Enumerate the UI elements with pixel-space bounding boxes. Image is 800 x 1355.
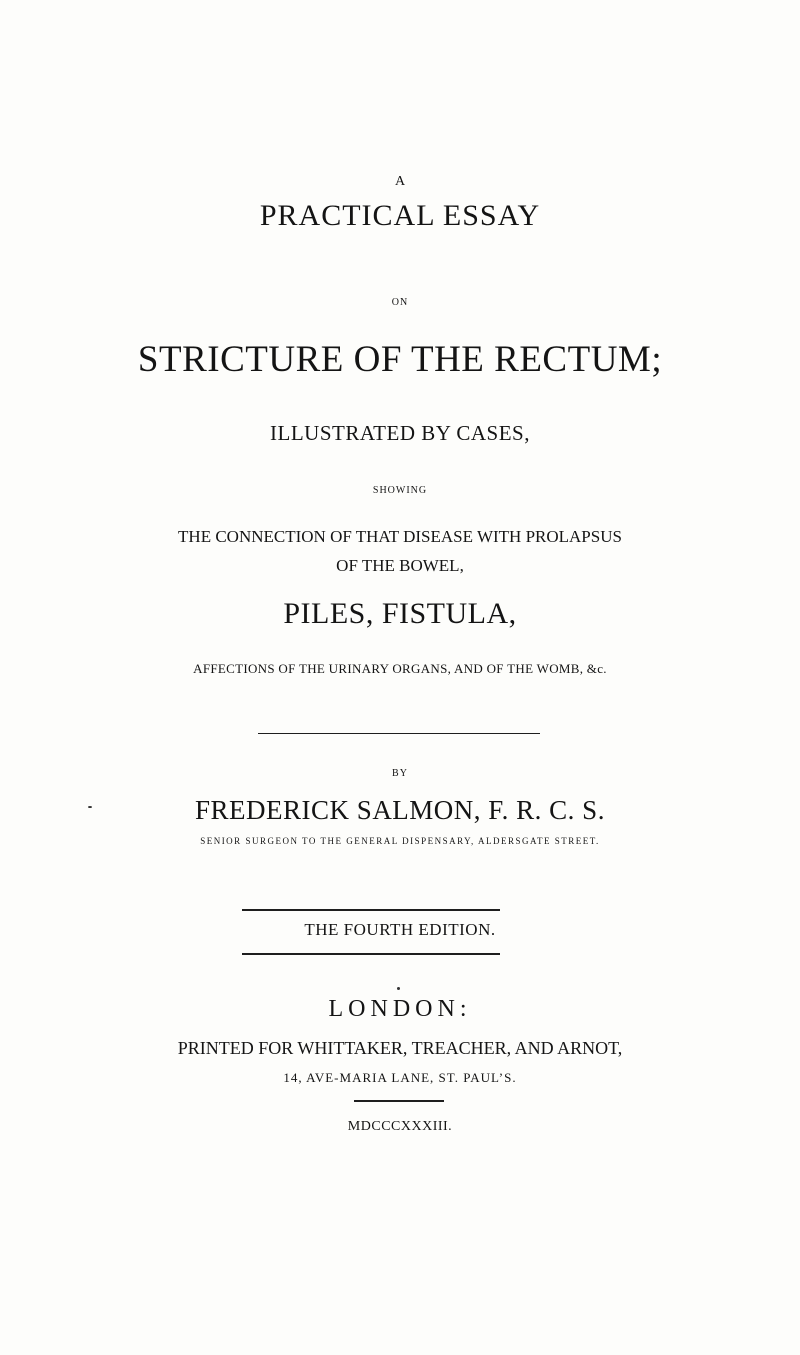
edition-rule-bottom [242, 953, 500, 955]
title-on: ON [391, 297, 409, 308]
connection-line-1: THE CONNECTION OF THAT DISEASE WITH PROLAPSUS [178, 527, 622, 546]
imprint-city: LONDON: [328, 996, 472, 1022]
affections-line: AFFECTIONS OF THE URINARY ORGANS, AND OF THE WOMB, &c. [193, 661, 607, 676]
imprint-printer: PRINTED FOR WHITTAKER, TREACHER, AND ARNOT, [177, 1038, 623, 1058]
title-article: A [394, 174, 406, 189]
by-label: BY [392, 768, 408, 779]
divider-rule-2 [354, 1100, 444, 1102]
author-name: FREDERICK SALMON, F. R. C. S. [195, 795, 605, 825]
ink-speck [397, 987, 400, 990]
imprint-address: 14, AVE-MARIA LANE, ST. PAUL’S. [283, 1070, 517, 1085]
title-line-2: STRICTURE OF THE RECTUM; [137, 339, 663, 380]
author-title: SENIOR SURGEON TO THE GENERAL DISPENSARY, ALDERSGATE STREET. [200, 836, 600, 846]
imprint-year: MDCCCXXXIII. [347, 1119, 453, 1134]
title-line-1: PRACTICAL ESSAY [259, 199, 541, 232]
connection-line-2: OF THE BOWEL, [336, 556, 464, 575]
edition-label: THE FOURTH EDITION. [304, 920, 496, 939]
illustrated-by-cases: ILLUSTRATED BY CASES, [270, 421, 530, 445]
edition-rule-top [242, 909, 500, 911]
divider-rule-1 [258, 733, 540, 734]
piles-fistula: PILES, FISTULA, [283, 597, 517, 630]
showing-label: SHOWING [372, 485, 428, 496]
